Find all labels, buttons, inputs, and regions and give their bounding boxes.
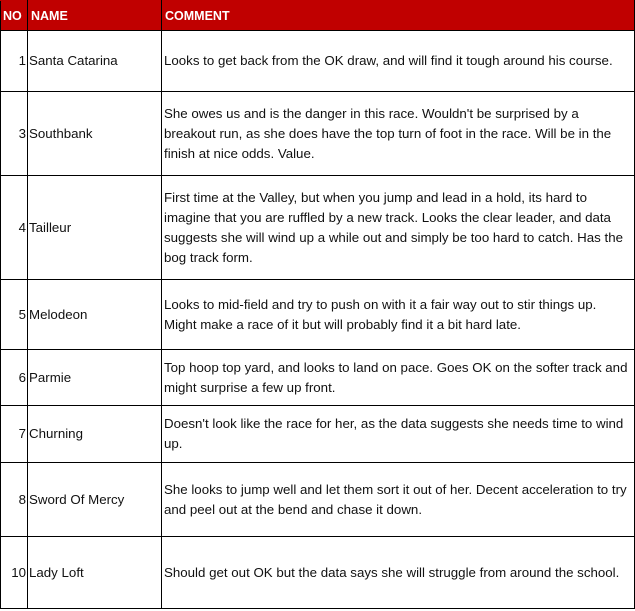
runner-name: Churning [28,406,162,463]
runner-name: Sword Of Mercy [28,463,162,537]
table-row [1,350,635,406]
table-row [1,406,635,463]
runner-number: 8 [1,463,28,537]
runner-number: 7 [1,406,28,463]
table-row [1,31,635,92]
runner-number: 4 [1,176,28,280]
runner-number: 3 [1,92,28,176]
table-row [1,280,635,350]
runner-number: 10 [1,537,28,609]
header-row [1,1,635,31]
table-row [1,537,635,609]
runner-number: 1 [1,31,28,92]
runner-number: 6 [1,350,28,406]
runner-comment: She owes us and is the danger in this race. Wouldn't be surprised by a breakout run, as she does have the top turn of foot in the race. Will be in the finish at nice odds. Value. [162,92,635,176]
column-header-no: NO [1,1,28,31]
table-row [1,92,635,176]
runner-number: 5 [1,280,28,350]
runner-comment: Should get out OK but the data says she will struggle from around the school. [162,537,635,609]
column-header-comment: COMMENT [162,1,635,31]
runner-comment: Doesn't look like the race for her, as the data suggests she needs time to wind up. [162,406,635,463]
table-row [1,176,635,280]
table-row [1,463,635,537]
runner-comment: Top hoop top yard, and looks to land on pace. Goes OK on the softer track and might surprise a few up front. [162,350,635,406]
runner-name: Parmie [28,350,162,406]
runner-name: Lady Loft [28,537,162,609]
runner-comment: She looks to jump well and let them sort it out of her. Decent acceleration to try and peel out at the bend and chase it down. [162,463,635,537]
runner-name: Melodeon [28,280,162,350]
runner-name: Santa Catarina [28,31,162,92]
column-header-name: NAME [28,1,162,31]
runner-name: Tailleur [28,176,162,280]
runner-comment: Looks to get back from the OK draw, and will find it tough around his course. [162,31,635,92]
runner-comment: Looks to mid-field and try to push on with it a fair way out to stir things up. Might make a race of it but will probably find it a bit hard late. [162,280,635,350]
runner-name: Southbank [28,92,162,176]
runner-comment: First time at the Valley, but when you jump and lead in a hold, its hard to imagine that you are ruffled by a new track. Looks the clear leader, and data suggests she will wind up a while out and simply be too hard to catch. Has the bog track form. [162,176,635,280]
